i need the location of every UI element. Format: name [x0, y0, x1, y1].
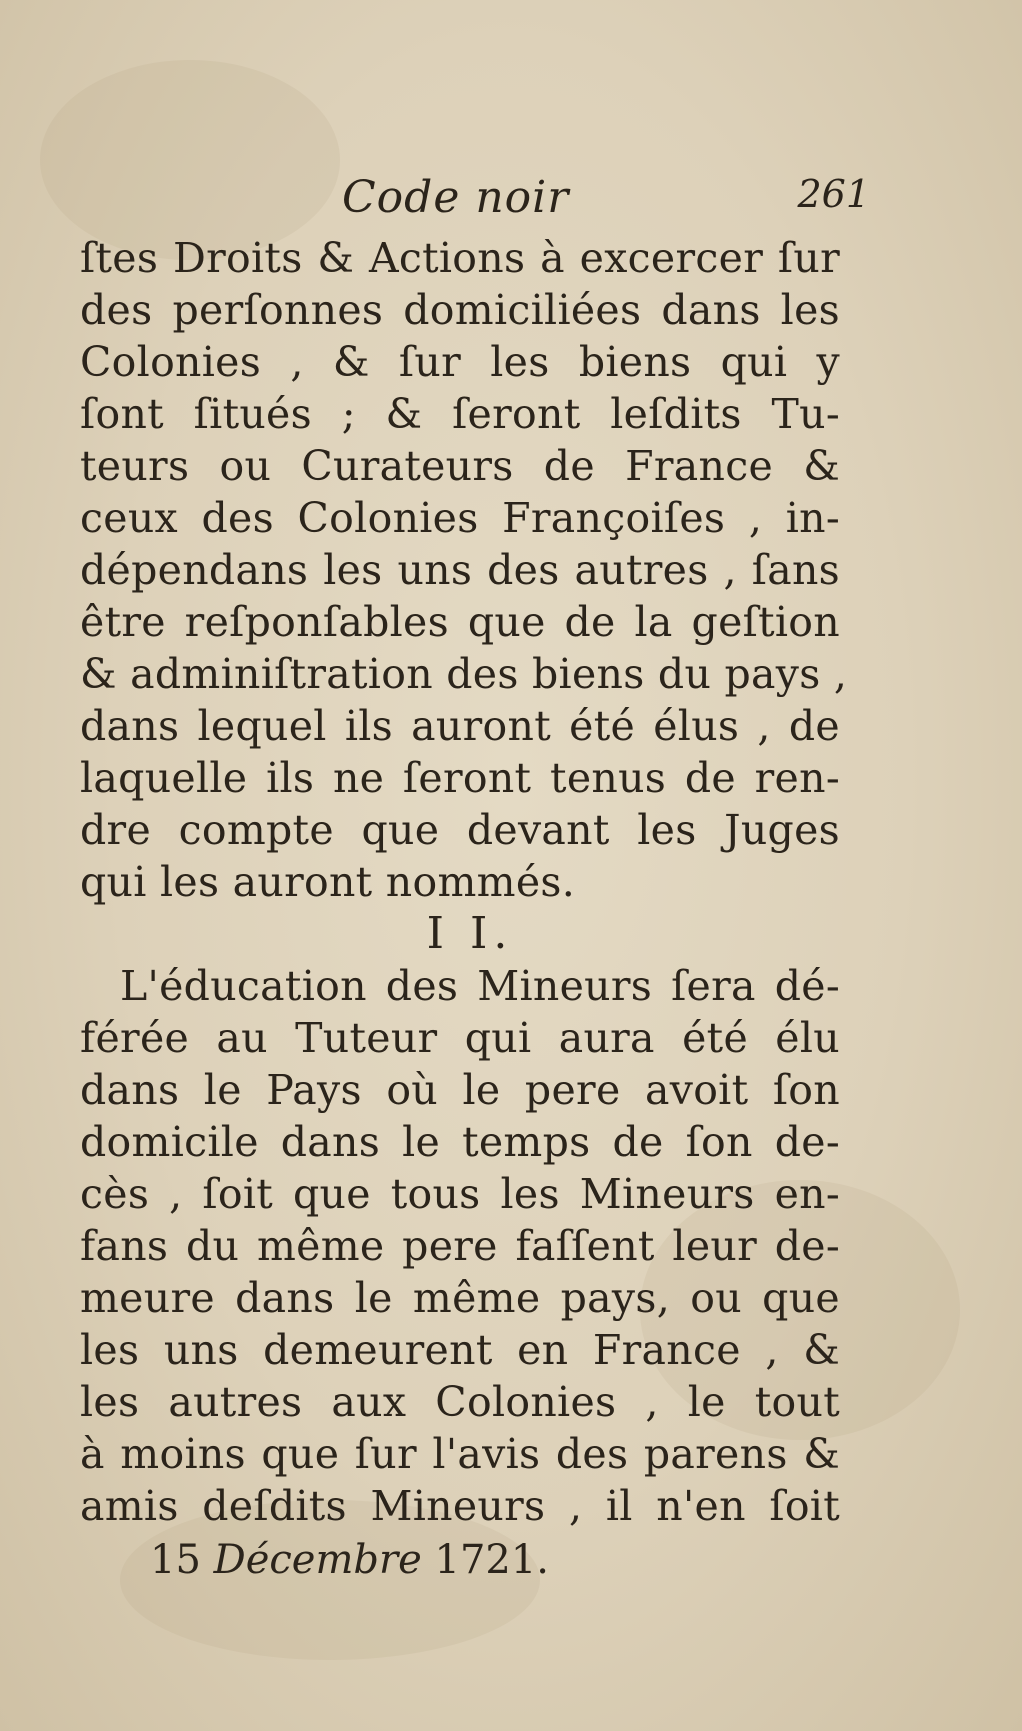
date-day: 15	[150, 1537, 201, 1583]
text-line: Colonies , & ſur les biens qui y	[80, 338, 840, 386]
text-line: ſont ſitués ; & ſeront leſdits Tu-	[80, 390, 840, 438]
text-line: laquelle ils ne ſeront tenus de ren-	[80, 754, 840, 802]
text-line: les autres aux Colonies , le tout	[80, 1378, 840, 1426]
text-line: L'éducation des Mineurs ſera dé-	[120, 962, 840, 1010]
text-line: les uns demeurent en France , &	[80, 1326, 840, 1374]
text-line: cès , ſoit que tous les Mineurs en-	[80, 1170, 840, 1218]
running-head	[80, 172, 870, 230]
article-number: I I.	[426, 908, 514, 959]
running-title: Code noir	[342, 172, 570, 223]
text-line: dans le Pays où le pere avoit ſon	[80, 1066, 840, 1114]
catchline-date	[80, 1532, 840, 1588]
text-line: être reſponſables que de la geſtion	[80, 598, 840, 646]
date-month: Décembre	[213, 1537, 422, 1583]
page-text	[80, 172, 870, 1588]
text-line: domicile dans le temps de ſon de-	[80, 1118, 840, 1166]
page-number: 261	[797, 172, 870, 216]
text-line: amis deſdits Mineurs , il n'en ſoit	[80, 1482, 840, 1530]
date-year: 1721.	[434, 1537, 550, 1583]
text-line: fans du même pere faſſent leur de-	[80, 1222, 840, 1270]
text-line: à moins que ſur l'avis des parens &	[80, 1430, 840, 1478]
text-line: & adminiſtration des biens du pays ,	[80, 650, 848, 698]
paragraph-continued	[80, 232, 848, 908]
text-line: dans lequel ils auront été élus , de	[80, 702, 840, 750]
text-line: ſtes Droits & Actions à excercer ſur	[80, 234, 840, 282]
text-line: des perſonnes domiciliées dans les	[80, 286, 840, 334]
text-line: dre compte que devant les Juges	[80, 806, 840, 854]
text-line: férée au Tuteur qui aura été élu	[80, 1014, 840, 1062]
article-paragraph	[80, 960, 840, 1532]
text-line: dépendans les uns des autres , ſans	[80, 546, 840, 594]
text-line: teurs ou Curateurs de France &	[80, 442, 840, 490]
text-line: ceux des Colonies Françoiſes , in-	[80, 494, 840, 542]
text-line: meure dans le même pays, ou que	[80, 1274, 840, 1322]
text-line: qui les auront nommés.	[80, 858, 576, 906]
